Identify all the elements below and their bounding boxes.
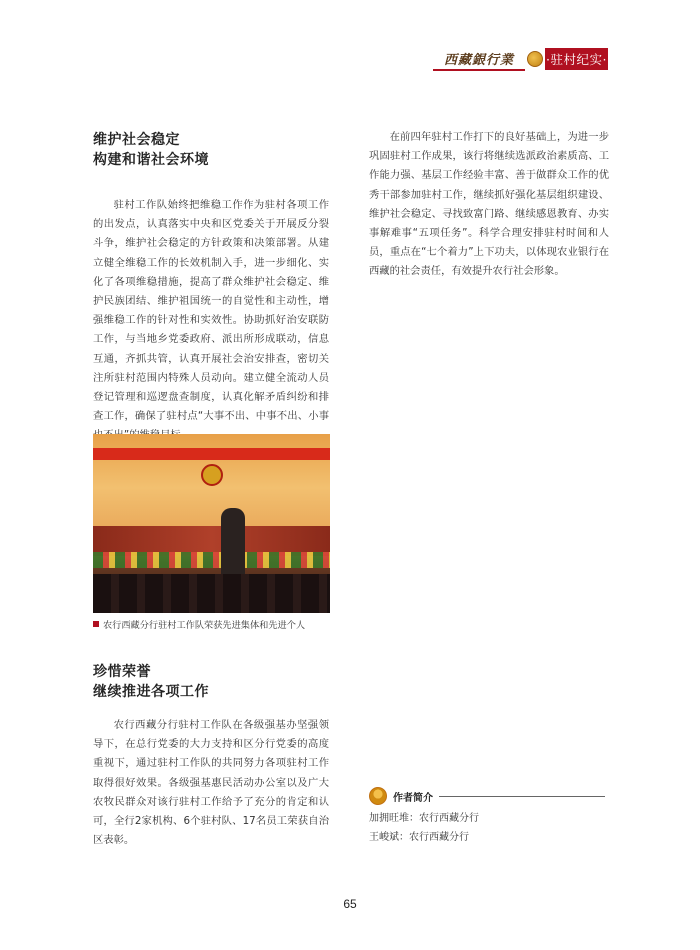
- author-header: [369, 787, 605, 805]
- page-header: [433, 48, 608, 70]
- section1-title-line2: 构建和谐社会环境: [93, 152, 209, 168]
- right-paragraph: 在前四年驻村工作打下的良好基础上，为进一步巩固驻村工作成果，该行将继续选派政治素质高、工作能力强、基层工作经验丰富、善于做群众工作的优秀干部参加驻村工作，继续抓好强化基层组织建设、维护社会稳定、寻找致富门路、继续感恩教育、办实事解难事“五项任务”。科学合理安排驻村时间和人员，重点在“七个着力”上下功夫，以体现农业银行在西藏的社会责任，有效提升农行社会形象。: [369, 131, 609, 278]
- author-divider: [439, 796, 605, 797]
- author-item: 王峻斌：农行西藏分行: [369, 832, 469, 843]
- photo-caption: [93, 617, 353, 631]
- section-tag: ·驻村纪实·: [545, 48, 608, 70]
- photo-crowd: [93, 574, 330, 613]
- section2-title-line1: 珍惜荣誉: [93, 664, 151, 680]
- author-icon: [369, 787, 387, 805]
- author-label: 作者简介: [393, 792, 433, 804]
- section2: [93, 662, 329, 850]
- seal-icon: [527, 51, 543, 67]
- award-ceremony-photo: [93, 434, 330, 613]
- section1-title-line1: 维护社会稳定: [93, 132, 180, 148]
- right-column: [369, 128, 609, 282]
- photo-person: [221, 508, 245, 578]
- photo-caption-text: 农行西藏分行驻村工作队荣获先进集体和先进个人: [103, 620, 306, 631]
- section2-paragraph: 农行西藏分行驻村工作队在各级强基办坚强领导下，在总行党委的大力支持和区分行党委的高度重视下，通过驻村工作队的共同努力各项驻村工作取得很好效果。各级强基惠民活动办公室以及广大农牧民群众对该行驻村工作给予了充分的肯定和认可，全行2家机构、6个驻村队、17名员工荣获自治区表彰。: [93, 719, 329, 847]
- page-number: 65: [343, 897, 357, 911]
- section2-title-line2: 继续推进各项工作: [93, 684, 209, 700]
- photo-banner: [93, 448, 330, 460]
- photo-flowers: [93, 552, 330, 568]
- brand-logo: 西藏銀行業: [433, 47, 525, 71]
- emblem-icon: [201, 464, 223, 486]
- bullet-square-icon: [93, 621, 99, 627]
- section1-paragraph: 驻村工作队始终把维稳工作作为驻村各项工作的出发点，认真落实中央和区党委关于开展反分裂斗争，维护社会稳定的方针政策和决策部署。从建立健全维稳工作的长效机制入手，进一步细化、实化了各项维稳措施，提高了群众维护社会稳定、维护民族团结、维护祖国统一的自觉性和主动性，增强维稳工作的针对性和实效性。协助抓好治安联防工作，与当地乡党委政府、派出所形成联动，信息互通，齐抓共管，认真开展社会治安排查，密切关注所驻村范围内特殊人员动向。建立健全流动人员登记管理和巡逻盘查制度，认真化解矛盾纠纷和排查工作，确保了驻村点“大事不出、中事不出、小事: [93, 199, 329, 423]
- author-item: 加拥旺堆：农行西藏分行: [369, 813, 479, 824]
- section1: [93, 130, 329, 446]
